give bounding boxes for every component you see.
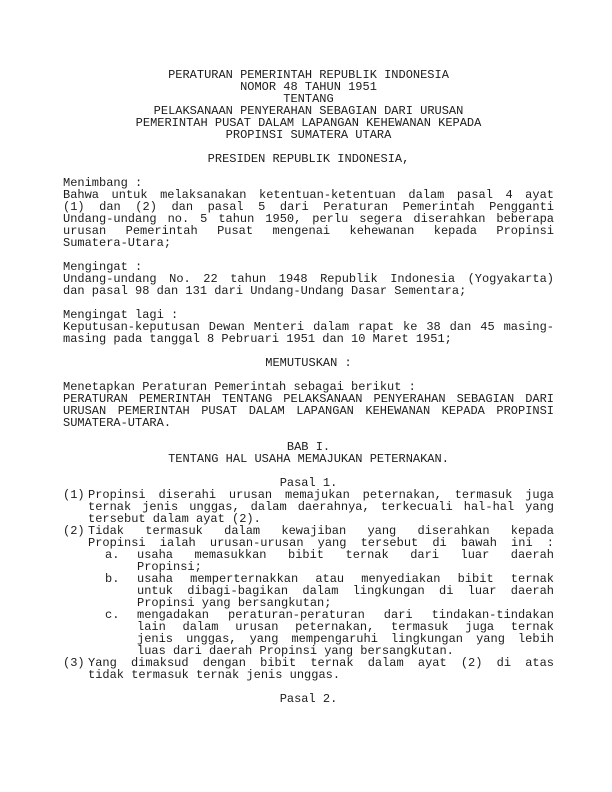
- menimbang-text-line: (1) dan (2) dan pasal 5 dari Peraturan Pemerintah Pengganti: [63, 200, 554, 214]
- list-item-marker: (3): [63, 656, 85, 670]
- menetapkan-text-line: URUSAN PEMERINTAH PUSAT DALAM LAPANGAN KEHEWANAN KEPADA PROPINSI: [63, 404, 554, 418]
- sub-item-marker: a.: [105, 548, 120, 562]
- mengingat-lagi-text-line: masing pada tanggal 8 Pebruari 1951 dan 10 Maret 1951;: [63, 332, 452, 346]
- doc-title-line: NOMOR 48 TAHUN 1951: [240, 80, 377, 94]
- sub-item-marker: b.: [105, 572, 120, 586]
- list-item-marker: (2): [63, 524, 85, 538]
- mengingat-label: Mengingat :: [63, 260, 143, 274]
- document-body: [63, 69, 554, 705]
- mengingat-text-line: dan pasal 98 dan 131 dari Undang-Undang Dasar Sementara;: [63, 284, 467, 298]
- doc-title-line: PEMERINTAH PUSAT DALAM LAPANGAN KEHEWANAN KEPADA: [135, 116, 482, 130]
- menimbang-text-line: Bahwa untuk melaksanakan ketentuan-ketentuan dalam pasal 4 ayat: [63, 188, 554, 202]
- sub-item-line: Propinsi yang bersangkutan;: [137, 596, 332, 610]
- doc-title-line: PERATURAN PEMERINTAH REPUBLIK INDONESIA: [168, 68, 449, 82]
- menetapkan-text-line: PERATURAN PEMERINTAH TENTANG PELAKSANAAN PENYERAHAN SEBAGIAN DARI: [63, 392, 554, 406]
- list-item-marker: (1): [63, 488, 85, 502]
- mengingat-text-line: Undang-undang No. 22 tahun 1948 Republik Indonesia (Yogyakarta): [63, 272, 554, 286]
- list-item-text: Propinsi diserahi urusan memajukan peternakan, termasuk juga: [88, 488, 554, 502]
- pasal-1-heading: Pasal 1.: [279, 476, 338, 490]
- sub-item-line: Propinsi;: [137, 560, 202, 574]
- mengingat-lagi-text-line: Keputusan-keputusan Dewan Menteri dalam rapat ke 38 dan 45 masing-: [63, 320, 554, 334]
- salutation-line: PRESIDEN REPUBLIK INDONESIA,: [207, 152, 410, 166]
- list-item-line: ternak jenis unggas, dalam daerahnya, terkecuali hal-hal yang: [88, 500, 554, 514]
- menimbang-text-line: urusan Pemerintah Pusat mengenai kehewanan kepada Propinsi: [63, 224, 554, 238]
- pasal-2-heading: Pasal 2.: [279, 692, 338, 706]
- doc-title-line: TENTANG: [283, 92, 334, 106]
- list-item-line: Propinsi ialah urusan-urusan yang tersebut di bawah ini :: [88, 536, 554, 550]
- bab-title: TENTANG HAL USAHA MEMAJUKAN PETERNAKAN.: [168, 452, 449, 466]
- list-item-line: tidak termasuk ternak jenis unggas.: [88, 668, 341, 682]
- sub-item-line: luas dari daerah Propinsi yang bersangkutan.: [137, 644, 454, 658]
- list-item-text: Yang dimaksud dengan bibit ternak dalam ayat (2) di atas: [88, 656, 554, 670]
- doc-title-line: PROPINSI SUMATERA UTARA: [225, 128, 392, 142]
- mengingat-lagi-label: Mengingat lagi :: [63, 308, 179, 322]
- sub-item-text: usaha memasukkan bibit ternak dari luar daerah: [137, 548, 554, 562]
- list-item-text: Tidak termasuk dalam kewajiban yang diserahkan kepada: [88, 524, 554, 538]
- sub-item-line: untuk dibagi-bagikan dalam lingkungan di luar daerah: [137, 584, 554, 598]
- menetapkan-intro-line: Menetapkan Peraturan Pemerintah sebagai berikut :: [63, 380, 416, 394]
- list-item-line: tersebut dalam ayat (2).: [88, 512, 261, 526]
- menimbang-text-line: Sumatera-Utara;: [63, 236, 172, 250]
- sub-item-line: jenis unggas, yang mempengaruhi lingkungan yang lebih: [137, 632, 554, 646]
- menimbang-text-line: Undang-undang no. 5 tahun 1950, perlu segera diserahkan beberapa: [63, 212, 554, 226]
- sub-item-marker: c.: [105, 608, 120, 622]
- sub-item-line: lain dalam urusan peternakan, termasuk juga ternak: [137, 620, 554, 634]
- sub-item-text: mengadakan peraturan-peraturan dari tindakan-tindakan: [137, 608, 554, 622]
- sub-item-text: usaha memperternakkan atau menyediakan bibit ternak: [137, 572, 554, 586]
- doc-title-line: PELAKSANAAN PENYERAHAN SEBAGIAN DARI URUSAN: [153, 104, 464, 118]
- bab-number: BAB I.: [286, 440, 331, 454]
- menimbang-label: Menimbang :: [63, 176, 143, 190]
- memutuskan-heading: MEMUTUSKAN :: [265, 356, 352, 370]
- menetapkan-text-line: SUMATERA-UTARA.: [63, 416, 172, 430]
